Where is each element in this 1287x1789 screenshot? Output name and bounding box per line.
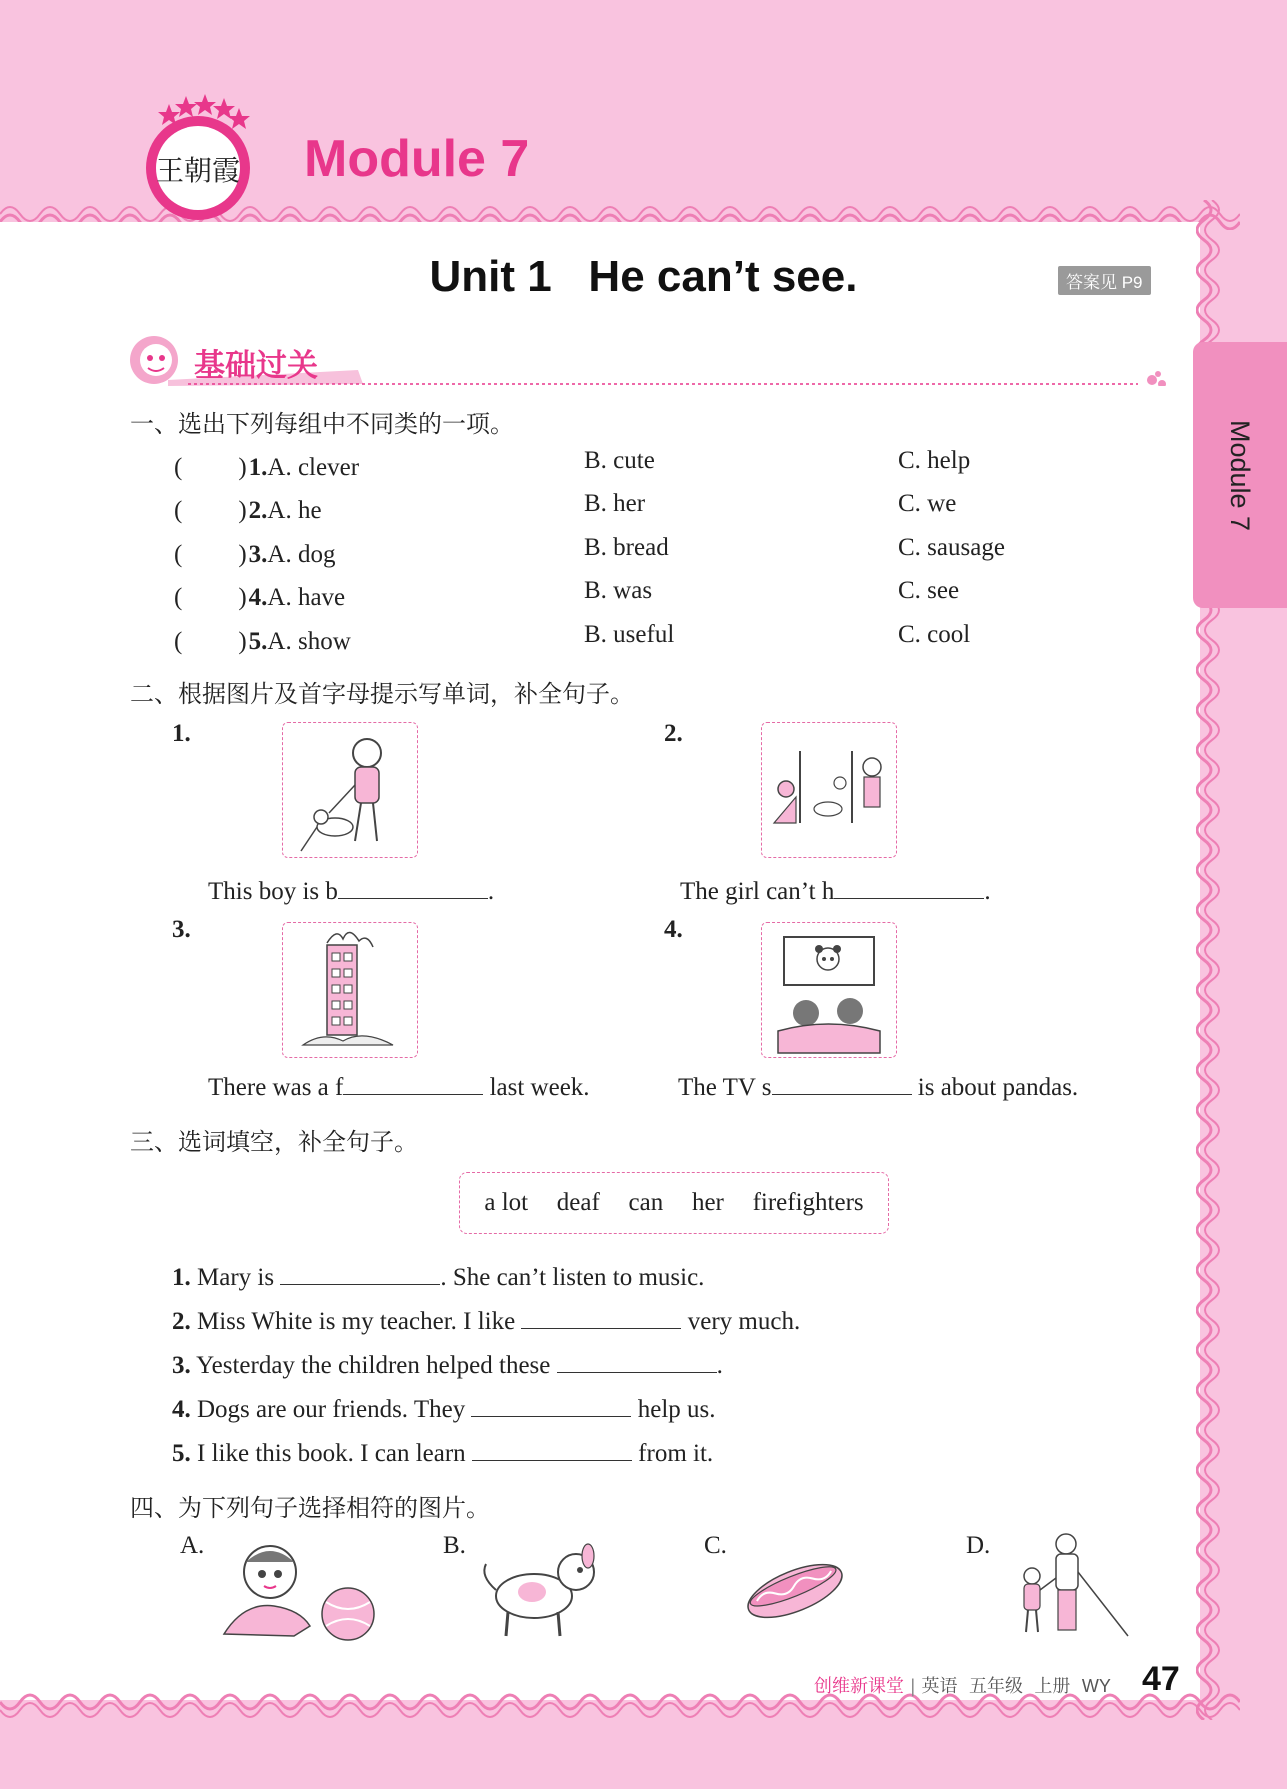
word-bank-item: a lot xyxy=(484,1189,529,1216)
q1-item-2: ( )2.A. he xyxy=(174,497,322,524)
q2-heading: 二、根据图片及首字母提示写单词，补全句子。 xyxy=(130,680,634,708)
q1-item-1: ( )1.A. clever xyxy=(174,454,360,481)
q2-sentence-1: This boy is b . xyxy=(208,872,494,906)
q2-picture-2-girl-behind-wall xyxy=(761,722,897,858)
q4-label-c: C. xyxy=(704,1532,727,1559)
q2-num-4: 4. xyxy=(664,916,683,943)
footer-info: 创维新课堂 | 英语 五年级 上册 WY xyxy=(814,1676,1111,1697)
footer-grade: 五年级 xyxy=(968,1676,1023,1697)
answer-blank[interactable] xyxy=(472,1434,632,1461)
q2-sentence-2: The girl can’t h . xyxy=(680,872,991,906)
answer-blank[interactable] xyxy=(471,1390,631,1417)
q2-num-2: 2. xyxy=(664,720,683,747)
footer-series: 创维新课堂 xyxy=(814,1676,904,1697)
q3-item-1: 1. Mary is . She can’t listen to music. xyxy=(172,1258,704,1292)
answer-blank[interactable] xyxy=(772,1068,912,1095)
footer-subject: 英语 xyxy=(921,1676,958,1697)
q1-item-5: ( )5.A. show xyxy=(174,628,351,655)
q4-picture-a-baby-with-ball xyxy=(214,1536,384,1646)
q4-picture-b-dog xyxy=(472,1536,612,1646)
footer-volume: 上册 xyxy=(1034,1676,1071,1697)
module-title: Module 7 xyxy=(304,130,530,188)
q1-option-c: C. help xyxy=(898,447,971,474)
brand-logo xyxy=(136,88,260,220)
answer-paren[interactable]: ( ) xyxy=(174,497,249,524)
q2-picture-1-blind-boy-with-dog xyxy=(282,722,418,858)
answer-blank[interactable] xyxy=(834,872,984,899)
word-bank-item: deaf xyxy=(556,1189,600,1216)
page-paper xyxy=(0,222,1200,1700)
answer-paren[interactable]: ( ) xyxy=(174,454,249,481)
q1-option-c: C. cool xyxy=(898,621,971,648)
q1-heading: 一、选出下列每组中不同类的一项。 xyxy=(130,410,514,438)
q4-label-a: A. xyxy=(180,1532,205,1559)
page-number: 47 xyxy=(1142,1660,1180,1698)
q2-num-3: 3. xyxy=(172,916,191,943)
q1-item-3: ( )3.A. dog xyxy=(174,541,336,568)
q1-option-c: C. we xyxy=(898,490,957,517)
word-bank-item: can xyxy=(628,1189,664,1216)
footer-edition: WY xyxy=(1081,1676,1111,1696)
q2-picture-3-burning-building xyxy=(282,922,418,1058)
answer-blank[interactable] xyxy=(557,1346,717,1373)
answer-blank[interactable] xyxy=(280,1258,440,1285)
q2-num-1: 1. xyxy=(172,720,191,747)
q2-sentence-3: There was a f last week. xyxy=(208,1068,590,1102)
answer-paren[interactable]: ( ) xyxy=(174,628,249,655)
q4-label-d: D. xyxy=(966,1532,991,1559)
answer-reference-badge: 答案见 P9 xyxy=(1058,266,1151,295)
word-bank xyxy=(459,1172,889,1234)
q4-picture-c-hot-dog xyxy=(740,1546,850,1636)
section-title: 基础过关 xyxy=(194,348,318,384)
logo-text: 王朝霞 xyxy=(155,154,241,187)
answer-paren[interactable]: ( ) xyxy=(174,541,249,568)
q1-option-c: C. see xyxy=(898,577,960,604)
unit-title: Unit 1 He can’t see. xyxy=(429,252,858,301)
word-bank-item: firefighters xyxy=(752,1189,864,1216)
answer-blank[interactable] xyxy=(343,1068,483,1095)
answer-blank[interactable] xyxy=(338,872,488,899)
q1-option-b: B. her xyxy=(584,490,646,517)
q3-heading: 三、选词填空，补全句子。 xyxy=(130,1128,418,1156)
q4-heading: 四、为下列句子选择相符的图片。 xyxy=(130,1494,490,1522)
q3-item-2: 2. Miss White is my teacher. I like very much. xyxy=(172,1302,800,1336)
q1-option-c: C. sausage xyxy=(898,534,1005,561)
q4-label-b: B. xyxy=(443,1532,466,1559)
q3-item-4: 4. Dogs are our friends. They help us. xyxy=(172,1390,716,1424)
side-tab-label: Module 7 xyxy=(1225,419,1256,531)
q1-option-b: B. useful xyxy=(584,621,675,648)
word-bank-item: her xyxy=(691,1189,724,1216)
q1-option-b: B. was xyxy=(584,577,653,604)
q3-item-5: 5. I like this book. I can learn from it. xyxy=(172,1434,713,1468)
q1-option-b: B. bread xyxy=(584,534,669,561)
q1-option-b: B. cute xyxy=(584,447,655,474)
q3-item-3: 3. Yesterday the children helped these . xyxy=(172,1346,723,1380)
answer-paren[interactable]: ( ) xyxy=(174,584,249,611)
q1-item-4: ( )4.A. have xyxy=(174,584,346,611)
q2-picture-4-tv-show-pandas xyxy=(761,922,897,1058)
q4-picture-d-blind-man-with-child xyxy=(1008,1532,1138,1644)
answer-blank[interactable] xyxy=(521,1302,681,1329)
q2-sentence-4: The TV s is about pandas. xyxy=(678,1068,1078,1102)
